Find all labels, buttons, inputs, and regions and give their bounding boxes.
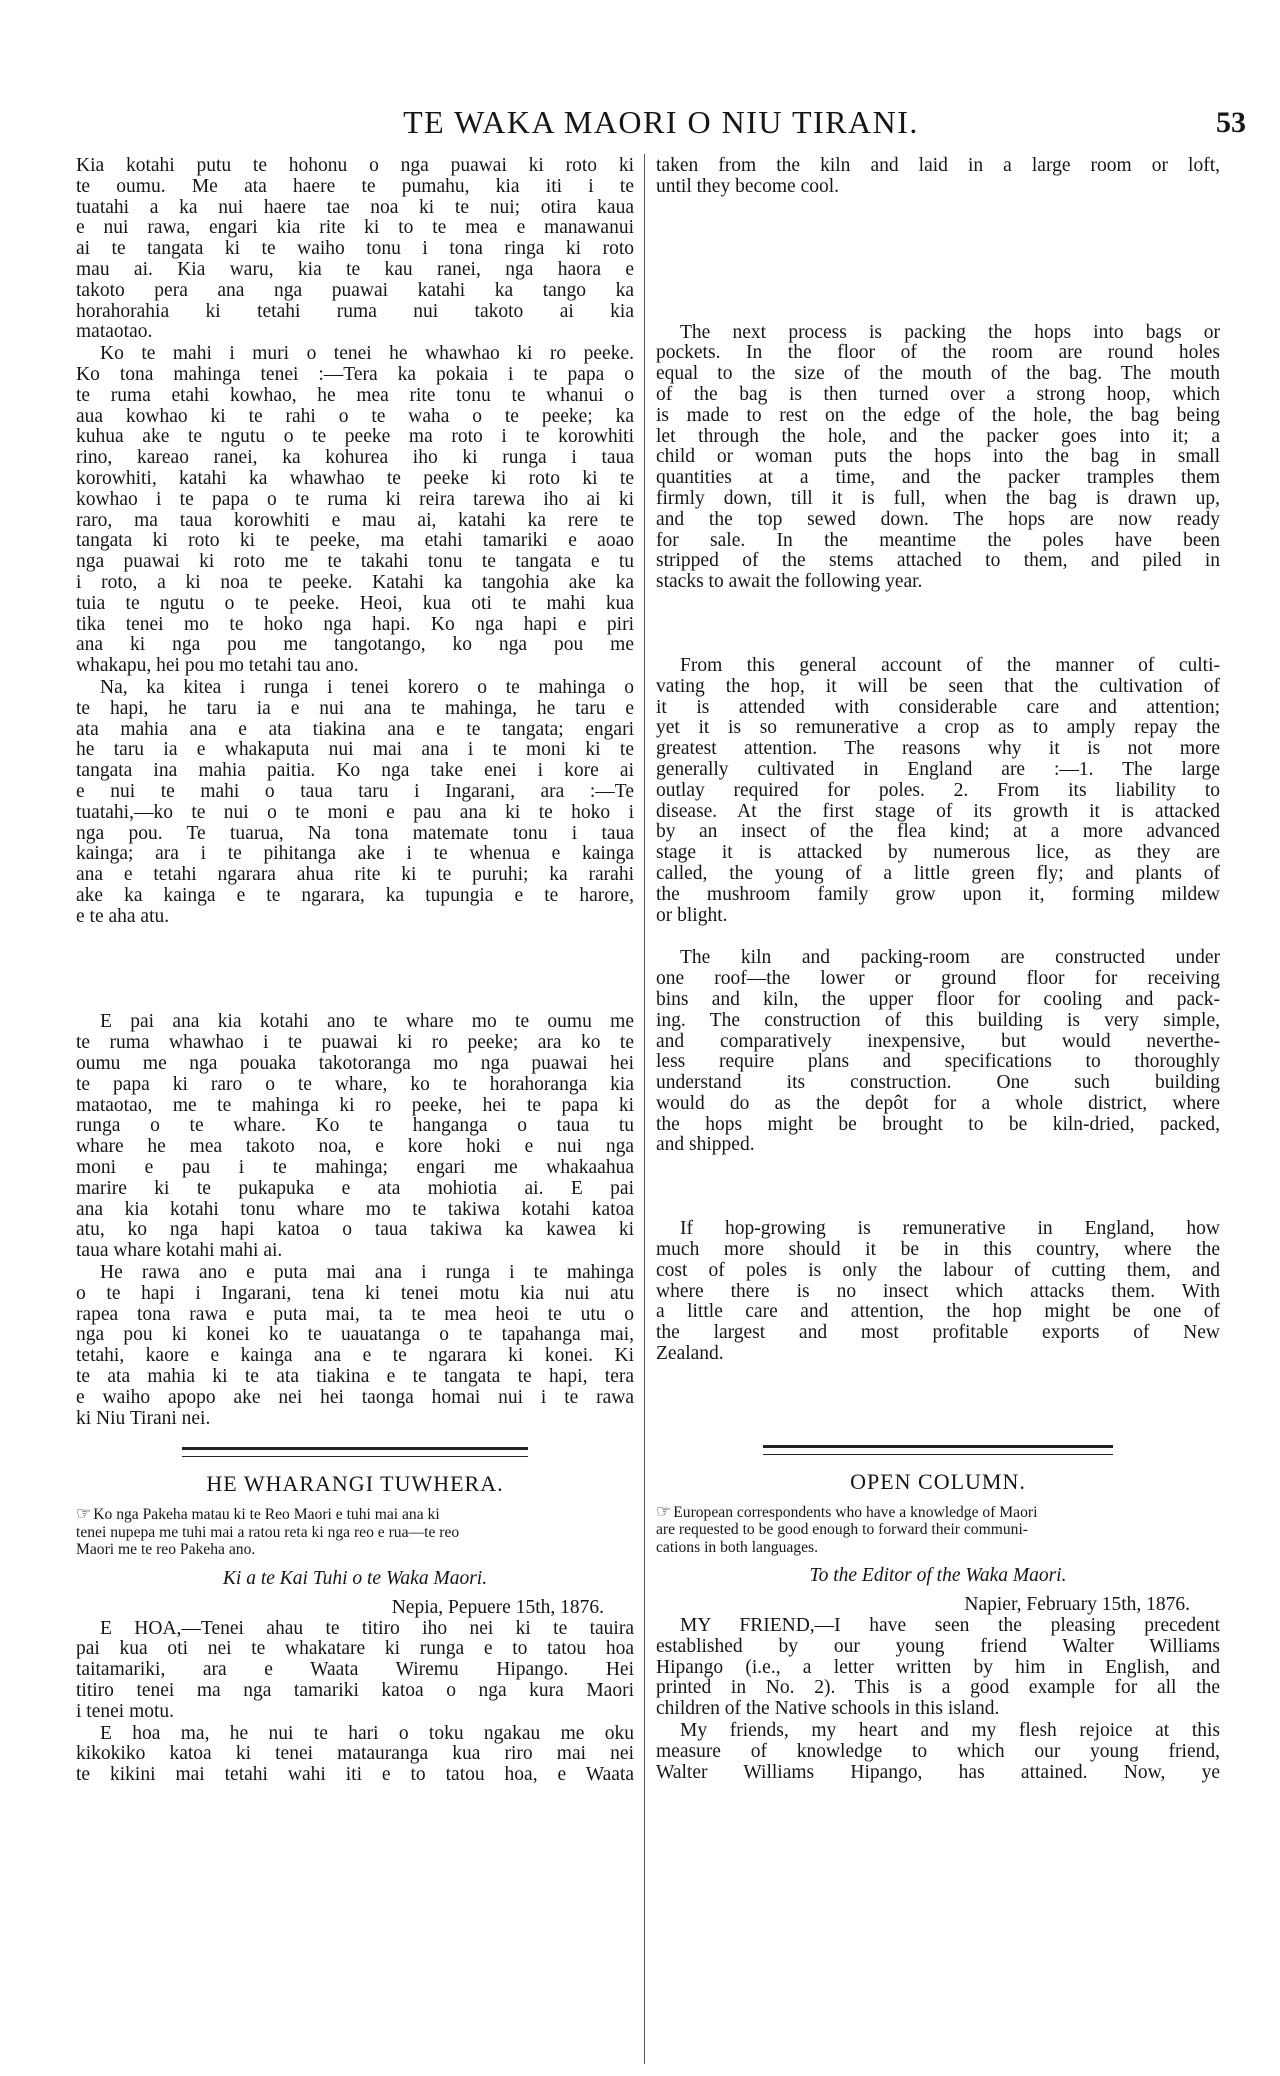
text-line: printed in No. 2). This is a good example for all the [656, 1678, 1220, 1699]
text-line: for sale. In the meantime the poles have been [656, 530, 1220, 551]
text-line: much more should it be in this country, where the [656, 1240, 1220, 1261]
text-line: would do as the depôt for a whole district, where [656, 1093, 1220, 1114]
notice-line: Maori me te reo Pakeha ano. [76, 1541, 256, 1559]
text-line: called, the young of a little green fly; and plants of [656, 863, 1220, 884]
section-rule [182, 1447, 528, 1457]
text-line: i roto, a ki noa te peeke. Katahi ka tangohia ake ka [76, 572, 634, 593]
text-line: or blight. [656, 905, 728, 926]
text-line: aua kowhao ki te rahi o te waha o te peeke; ka [76, 406, 634, 427]
text-line: nga puawai ki roto me te takahi tonu te tangata e tu [76, 552, 634, 573]
paragraph [656, 948, 1220, 1156]
text-line: mataotao. [76, 322, 153, 343]
text-line: stripped of the stems attached to them, and piled in [656, 551, 1220, 572]
text-line: taitamariki, ara e Waata Wiremu Hipango. Hei [76, 1660, 634, 1681]
notice-line: Ko nga Pakeha matau ki te Reo Maori e tuhi mai ana ki [93, 1506, 440, 1524]
text-line: and the top sewed down. The hops are now ready [656, 509, 1220, 530]
notice-text [76, 1506, 459, 1558]
text-line: ana ki nga pou me tangotango, ko nga pou me [76, 635, 634, 656]
text-line: tuatahi a ka nui haere tae noa ki te nui; otira kaua [76, 197, 634, 218]
text-line: rapea tona rawa e puta mai, ta te mea heoi te utu o [76, 1304, 634, 1325]
text-line: less require plans and specifications to thoroughly [656, 1052, 1220, 1073]
text-line: atu, ko nga hapi katoa o taua takiwa ka kawea ki [76, 1220, 634, 1241]
text-line: disease. At the first stage of its growth it is attacked [656, 801, 1220, 822]
text-line: firmly down, till it is full, when the bag is drawn up, [656, 488, 1220, 509]
letter-salutation: To the Editor of the Waka Maori. [809, 1566, 1067, 1587]
letter-paragraph [76, 1724, 634, 1786]
text-line: The next process is packing the hops into bags or [680, 322, 1220, 343]
paragraph [76, 678, 634, 928]
text-line: ki Niu Tirani nei. [76, 1408, 211, 1429]
right-column-english [656, 156, 1220, 1784]
text-line: i tenei motu. [76, 1701, 175, 1722]
text-line: quantities at a time, and the packer tramples them [656, 468, 1220, 489]
text-line: children of the Native schools in this island. [656, 1699, 1000, 1720]
text-line: tuia te ngutu o te peeke. Heoi, kua oti te mahi kua [76, 593, 634, 614]
text-line: o te hapi i Ingarani, tena ki tenei motu kia nui atu [76, 1283, 634, 1304]
text-line: Kia kotahi putu te hohonu o nga puawai ki roto ki [76, 156, 634, 176]
letter-paragraph [76, 1619, 634, 1723]
text-line: te oumu. Me ata haere te pumahu, kia iti i te [76, 176, 634, 197]
page-number: 53 [1216, 106, 1246, 139]
paragraph [656, 156, 1220, 198]
text-line: tangata ki roto ki te peeke, ma etahi tamariki e aoao [76, 531, 634, 552]
text-line: kikokiko katoa ki tenei matauranga kua riro mai nei [76, 1744, 634, 1765]
text-line: outlay required for poles. 2. From its liability to [656, 780, 1220, 801]
text-line: Walter Williams Hipango, has attained. Now, ye [656, 1762, 1220, 1783]
notice-line: cations in both languages. [656, 1538, 818, 1556]
text-line: let through the hole, and the packer goes into it; a [656, 426, 1220, 447]
letter-dateline: Napier, February 15th, 1876. [964, 1595, 1190, 1616]
text-line: ai te tangata ki te waiho tonu i tona ringa ki roto [76, 239, 634, 260]
page-header [76, 104, 1246, 148]
text-line: ana kia kotahi tonu whare mo te takiwa kotahi katoa [76, 1199, 634, 1220]
editorial-notice [76, 1505, 634, 1559]
text-line: understand its construction. One such building [656, 1073, 1220, 1094]
text-line: tangata ina mahia paitia. Ko nga take enei i kore ai [76, 761, 634, 782]
text-line: te ata mahia ki te ata tiakina e te tangata te hapi, tera [76, 1367, 634, 1388]
spacer [656, 594, 1220, 656]
text-line: tika tenei mo te hoko nga hapi. Ko nga hapi e piri [76, 614, 634, 635]
section-heading: HE WHARANGI TUWHERA. [206, 1471, 504, 1497]
left-column-maori [76, 156, 634, 1787]
section-rule [763, 1445, 1113, 1455]
text-line: vating the hop, it will be seen that the cultivation of [656, 676, 1220, 697]
paragraph [76, 344, 634, 677]
text-line: yet it is so remunerative a crop as to amply repay the [656, 718, 1220, 739]
text-line: child or woman puts the hops into the bag in small [656, 447, 1220, 468]
text-line: pockets. In the floor of the room are round holes [656, 343, 1220, 364]
text-line: takoto pera ana nga puawai katahi ka tango ka [76, 280, 634, 301]
text-line: ing. The construction of this building is very simple, [656, 1010, 1220, 1031]
text-line: where there is no insect which attacks them. With [656, 1281, 1220, 1302]
text-line: taken from the kiln and laid in a large room or loft, [656, 156, 1220, 176]
text-line: ana e tetahi ngarara ahua rite ki te puruhi; ka rarahi [76, 865, 634, 886]
text-line: stage it is attacked by numerous lice, as they are [656, 843, 1220, 864]
text-line: mataotao, me te mahinga ki ro peeke, hei te papa ki [76, 1095, 634, 1116]
spacer [656, 261, 1220, 323]
text-line: is made to rest on the edge of the hole, the bag being [656, 405, 1220, 426]
text-line: tuatahi,—ko te nui o te moni e pau ana ki te hoko i [76, 802, 634, 823]
notice-line: tenei nupepa me tuhi mai a ratou reta ki nga reo e rua—te reo [76, 1523, 460, 1541]
text-line: e te aha atu. [76, 906, 170, 927]
text-line: marire ki te pukapuka e ata mohiotia ai. E pai [76, 1178, 634, 1199]
paragraph [656, 1219, 1220, 1365]
paragraph [76, 156, 634, 343]
text-line: e waiho apopo ake nei hei taonga homai nui i te rawa [76, 1387, 634, 1408]
text-line: ata mahia ana e ata tiakina ana e te tangata; engari [76, 719, 634, 740]
paragraph [76, 1012, 634, 1262]
pointing-hand-icon: ☜ [656, 1501, 672, 1521]
pointing-hand-icon: ☜ [76, 1504, 92, 1524]
text-line: and comparatively inexpensive, but would neverthe- [656, 1031, 1220, 1052]
text-line: it is attended with considerable care and attention; [656, 697, 1220, 718]
column-divider [644, 154, 645, 2064]
spacer [76, 928, 634, 1012]
text-line: Na, ka kitea i runga i tenei korero o te mahinga o [100, 677, 634, 698]
text-line: E hoa ma, he nui te hari o toku ngakau me oku [100, 1723, 634, 1744]
text-line: oumu me nga pouaka takotoranga mo nga puawai hei [76, 1054, 634, 1075]
text-line: taua whare kotahi mahi ai. [76, 1241, 283, 1262]
text-line: My friends, my heart and my flesh rejoice at this [680, 1720, 1220, 1741]
text-line: of the bag is then turned over a strong hoop, which [656, 384, 1220, 405]
spacer [656, 927, 1220, 948]
text-line: he taru ia e whakaputa nui mai ana i te moni ki te [76, 740, 634, 761]
text-line: E pai ana kia kotahi ano te whare mo te oumu me [100, 1012, 634, 1033]
text-line: the largest and most profitable exports of New [656, 1323, 1220, 1344]
text-line: equal to the size of the mouth of the bag. The mouth [656, 364, 1220, 385]
text-line: te papa ki raro o te whare, ko te horahoranga kia [76, 1074, 634, 1095]
text-line: te ruma etahi kowhao, he mea rite tonu te whanui o [76, 385, 634, 406]
text-line: stacks to await the following year. [656, 572, 923, 593]
paragraph [656, 656, 1220, 926]
text-line: Ko tona mahinga tenei :—Tera ka pokaia i te papa o [76, 364, 634, 385]
paragraph [656, 323, 1220, 593]
text-line: te kikini mai tetahi wahi iti e to tatou hoa, e Waata [76, 1765, 634, 1786]
text-line: Zealand. [656, 1344, 724, 1365]
text-line: The kiln and packing-room are constructed under [680, 948, 1220, 969]
text-line: kainga; ara i te pihitanga ake i te whenua e kainga [76, 844, 634, 865]
text-line: He rawa ano e puta mai ana i runga i te mahinga [100, 1263, 634, 1284]
text-line: cost of poles is only the labour of cutting them, and [656, 1260, 1220, 1281]
text-line: nga pou. Te tuarua, Na tona matemate tonu i taua [76, 823, 634, 844]
text-line: a little care and attention, the hop might be one of [656, 1302, 1220, 1323]
text-line: whare he mea takoto noa, e kore hoki e nui nga [76, 1137, 634, 1158]
letter-paragraph [656, 1721, 1220, 1783]
letter-dateline: Nepia, Pepuere 15th, 1876. [391, 1597, 604, 1618]
text-line: whakapu, hei pou mo tetahi tau ano. [76, 656, 359, 677]
text-line: MY FRIEND,—I have seen the pleasing precedent [680, 1615, 1220, 1636]
text-line: and shipped. [656, 1135, 755, 1156]
paragraph [76, 1263, 634, 1429]
text-line: the hops might be brought to be kiln-dried, packed, [656, 1114, 1220, 1135]
section-heading: OPEN COLUMN. [850, 1468, 1026, 1494]
text-line: established by our young friend Walter Williams [656, 1636, 1220, 1657]
letter-salutation: Ki a te Kai Tuhi o te Waka Maori. [222, 1568, 488, 1589]
text-line: kuhua ake te ngutu o te peeke ma roto i te korowhiti [76, 427, 634, 448]
text-line: generally cultivated in England are :—1. The large [656, 759, 1220, 780]
text-line: tetahi, kaore e kainga ana e te ngarara ki konei. Ki [76, 1346, 634, 1367]
text-line: runga o te whare. Ko te hanganga o taua tu [76, 1116, 634, 1137]
text-line: until they become cool. [656, 176, 840, 197]
text-line: measure of knowledge to which our young friend, [656, 1741, 1220, 1762]
text-line: nga pou ki konei ko te uauatanga o te tapahanga mai, [76, 1325, 634, 1346]
text-line: horahorahia ki tetahi ruma nui takoto ai kia [76, 301, 634, 322]
text-line: e nui te mahi o taua taru i Ingarani, ara :—Te [76, 781, 634, 802]
text-line: the mushroom family grow upon it, forming mildew [656, 884, 1220, 905]
text-line: raro, ma taua korowhiti e mau ai, katahi ka rere te [76, 510, 634, 531]
text-line: by an insect of the flea kind; at a more advanced [656, 822, 1220, 843]
text-line: Hipango (i.e., a letter written by him in English, and [656, 1657, 1220, 1678]
text-line: ake ka kainga e te ngarara, ka tupungia e te harore, [76, 885, 634, 906]
text-line: rino, kareao ranei, ka kohurea iho ki runga i taua [76, 448, 634, 469]
notice-text [656, 1501, 1038, 1556]
text-line: one roof—the lower or ground floor for receiving [656, 969, 1220, 990]
letter-paragraph [656, 1616, 1220, 1720]
text-line: E HOA,—Tenei ahau te titiro iho nei ki te tauira [100, 1618, 634, 1639]
text-line: If hop-growing is remunerative in England, how [680, 1219, 1220, 1240]
spacer [656, 1157, 1220, 1219]
text-line: greatest attention. The reasons why it is not more [656, 739, 1220, 760]
spacer [656, 199, 1220, 261]
text-line: titiro tenei ma nga tamariki katoa o nga kura Maori [76, 1680, 634, 1701]
editorial-notice [656, 1503, 1220, 1557]
running-title: TE WAKA MAORI O NIU TIRANI. [403, 104, 919, 140]
text-line: From this general account of the manner of culti- [680, 655, 1220, 676]
text-line: moni e pau i te mahinga; engari me whakaahua [76, 1158, 634, 1179]
text-line: te ruma whawhao i te puawai ki ro peeke; ara ko te [76, 1033, 634, 1054]
text-line: pai kua oti nei te whakatare ki runga e to tatou hoa [76, 1639, 634, 1660]
text-line: bins and kiln, the upper floor for cooling and pack- [656, 989, 1220, 1010]
text-line: korowhiti, katahi ka whawhao te peeke ki roto ki te [76, 468, 634, 489]
text-line: kowhao i te papa o te ruma ki reira tarewa iho ai ki [76, 489, 634, 510]
text-line: mau ai. Kia waru, kia te kau ranei, nga haora e [76, 259, 634, 280]
notice-line: European correspondents who have a knowledge of Maori [673, 1503, 1038, 1521]
notice-line: are requested to be good enough to forward their communi- [656, 1521, 1028, 1539]
text-line: Ko te mahi i muri o tenei he whawhao ki ro peeke. [100, 344, 634, 365]
text-line: te hapi, he taru ia e nui ana te mahinga, he taru e [76, 698, 634, 719]
text-line: e nui rawa, engari kia rite ki to te mea e manawanui [76, 218, 634, 239]
